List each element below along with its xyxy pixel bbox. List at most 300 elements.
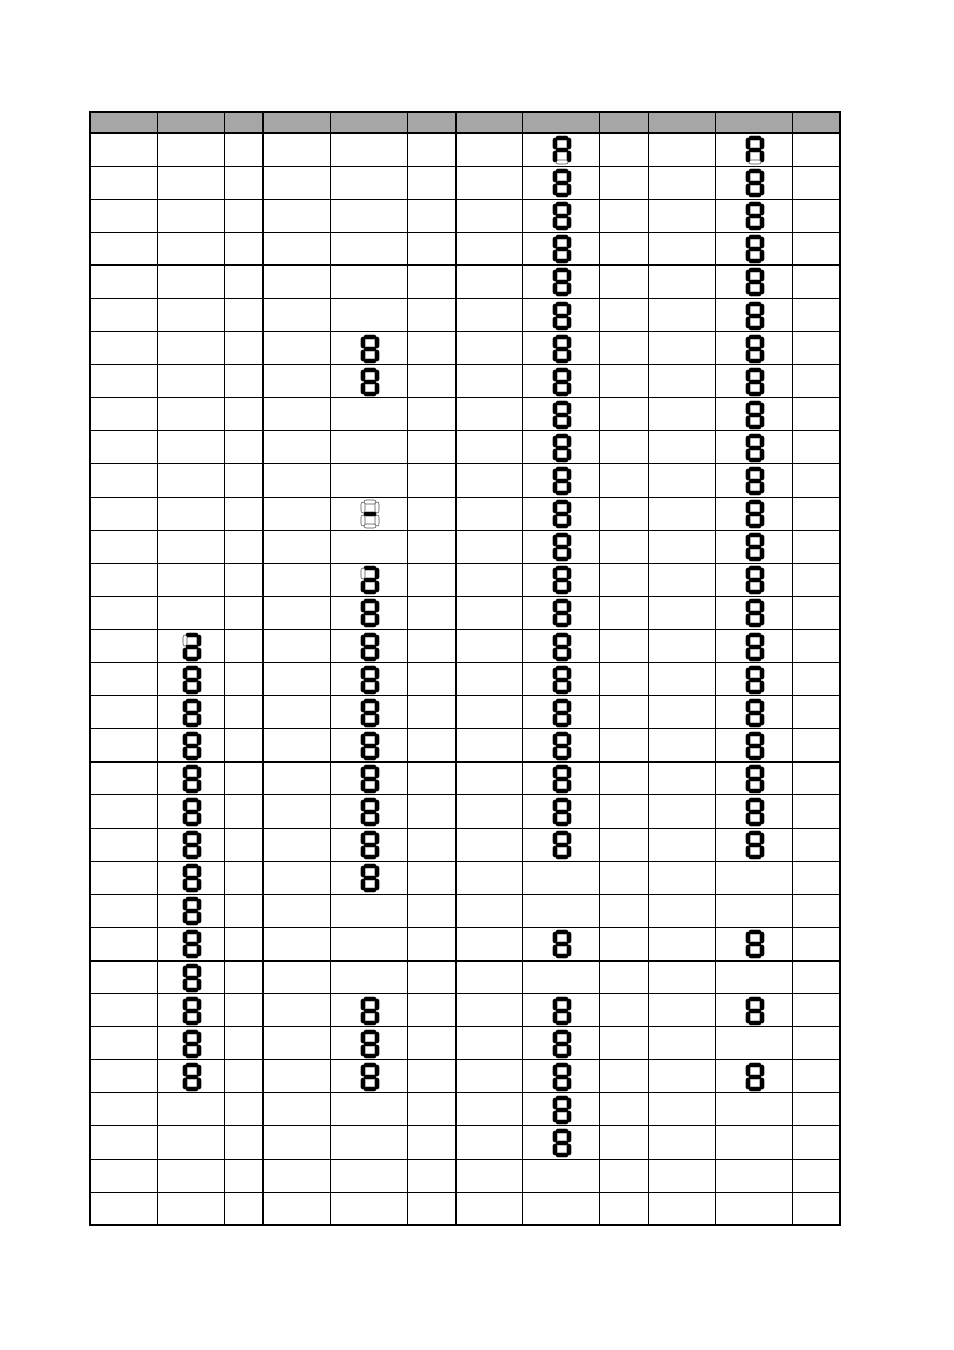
seven-segment-digit bbox=[182, 963, 202, 993]
table-cell bbox=[225, 961, 263, 995]
header-cell bbox=[456, 111, 523, 134]
table-cell bbox=[456, 696, 523, 730]
segment-f-off bbox=[183, 635, 187, 646]
segment-d-on bbox=[556, 1087, 568, 1091]
segment-f-on bbox=[361, 833, 365, 844]
segment-d-on bbox=[749, 392, 761, 396]
table-cell bbox=[408, 1027, 456, 1061]
segment-f-on bbox=[183, 767, 187, 778]
table-cell bbox=[408, 530, 456, 564]
table-cell bbox=[225, 398, 263, 432]
segment-b-on bbox=[760, 833, 764, 844]
table-cell bbox=[456, 927, 523, 961]
seven-segment-digit bbox=[552, 764, 572, 794]
segment-g-on bbox=[364, 645, 376, 649]
table-cell bbox=[649, 630, 716, 664]
segment-a-on bbox=[186, 831, 198, 835]
table-cell bbox=[158, 1060, 225, 1094]
table-cell bbox=[716, 762, 793, 796]
table-cell bbox=[408, 1126, 456, 1160]
table-cell bbox=[600, 1192, 649, 1226]
table-cell bbox=[600, 398, 649, 432]
segment-g-on bbox=[186, 1042, 198, 1046]
table-cell bbox=[649, 332, 716, 366]
segment-a-on bbox=[364, 1063, 376, 1067]
segment-a-on bbox=[364, 1030, 376, 1034]
seven-segment-digit bbox=[552, 996, 572, 1026]
segment-e-on bbox=[746, 217, 750, 228]
table-cell bbox=[225, 894, 263, 928]
table-cell bbox=[716, 563, 793, 597]
segment-a-on bbox=[749, 566, 761, 570]
table-cell bbox=[263, 265, 331, 299]
table-cell bbox=[331, 663, 408, 697]
segment-b-on bbox=[760, 767, 764, 778]
table-cell bbox=[649, 398, 716, 432]
table-cell bbox=[456, 994, 523, 1028]
segment-g-on bbox=[556, 413, 568, 417]
segment-e-on bbox=[553, 449, 557, 460]
segment-b-on bbox=[567, 403, 571, 414]
table-cell bbox=[456, 497, 523, 531]
table-cell bbox=[523, 1093, 600, 1127]
table-cell bbox=[408, 1093, 456, 1127]
table-cell bbox=[716, 696, 793, 730]
table-cell bbox=[158, 1159, 225, 1193]
segment-b-on bbox=[567, 304, 571, 315]
segment-e-on bbox=[183, 648, 187, 659]
segment-g-on bbox=[186, 810, 198, 814]
segment-g-on bbox=[186, 942, 198, 946]
segment-f-on bbox=[183, 734, 187, 745]
segment-f-on bbox=[183, 866, 187, 877]
seven-segment-digit bbox=[552, 565, 572, 595]
segment-g-on bbox=[556, 247, 568, 251]
table-cell bbox=[263, 1192, 331, 1226]
segment-b-on bbox=[567, 1032, 571, 1043]
segment-g-on bbox=[186, 744, 198, 748]
segment-e-on bbox=[746, 681, 750, 692]
table-cell bbox=[600, 596, 649, 630]
table-cell bbox=[600, 795, 649, 829]
segment-d-off bbox=[749, 160, 761, 164]
table-cell bbox=[225, 1093, 263, 1127]
segment-f-on bbox=[553, 535, 557, 546]
table-cell bbox=[523, 398, 600, 432]
table-cell bbox=[158, 828, 225, 862]
table-cell bbox=[263, 365, 331, 399]
table-cell bbox=[89, 299, 158, 333]
segment-a-on bbox=[556, 666, 568, 670]
seven-segment-digit bbox=[745, 234, 765, 264]
segment-d-on bbox=[364, 789, 376, 793]
seven-segment-digit bbox=[182, 996, 202, 1026]
segment-d-on bbox=[364, 657, 376, 661]
segment-g-on bbox=[556, 645, 568, 649]
table-cell bbox=[263, 332, 331, 366]
segment-a-on bbox=[556, 1063, 568, 1067]
table-cell bbox=[225, 1159, 263, 1193]
segment-b-on bbox=[760, 668, 764, 679]
segment-b-on bbox=[760, 469, 764, 480]
segment-b-on bbox=[567, 999, 571, 1010]
segment-f-on bbox=[746, 701, 750, 712]
segment-f-on bbox=[553, 436, 557, 447]
table-cell bbox=[225, 265, 263, 299]
seven-segment-digit bbox=[182, 896, 202, 926]
seven-segment-digit bbox=[745, 433, 765, 463]
segment-g-on bbox=[556, 181, 568, 185]
segment-g-on bbox=[364, 777, 376, 781]
table-cell bbox=[225, 332, 263, 366]
table-cell bbox=[716, 1060, 793, 1094]
segment-d-on bbox=[186, 1054, 198, 1058]
table-cell bbox=[793, 332, 840, 366]
table-cell bbox=[600, 762, 649, 796]
segment-a-on bbox=[749, 500, 761, 504]
table-cell bbox=[600, 663, 649, 697]
segment-d-on bbox=[749, 458, 761, 462]
segment-b-on bbox=[567, 1065, 571, 1076]
segment-f-on bbox=[361, 734, 365, 745]
segment-a-on bbox=[556, 633, 568, 637]
segment-g-on bbox=[556, 810, 568, 814]
table-cell bbox=[793, 994, 840, 1028]
segment-e-on bbox=[746, 648, 750, 659]
seven-segment-digit bbox=[552, 267, 572, 297]
table-cell bbox=[523, 166, 600, 200]
header-cell bbox=[331, 111, 408, 134]
segment-d-on bbox=[364, 1087, 376, 1091]
segment-e-on bbox=[746, 317, 750, 328]
segment-a-on bbox=[749, 1063, 761, 1067]
table-cell bbox=[263, 795, 331, 829]
table-cell bbox=[408, 563, 456, 597]
segment-f-on bbox=[746, 270, 750, 281]
header-cell bbox=[158, 111, 225, 134]
table-cell bbox=[716, 199, 793, 233]
segment-a-on bbox=[186, 732, 198, 736]
segment-g-on bbox=[186, 678, 198, 682]
segment-g-on bbox=[364, 711, 376, 715]
table-cell bbox=[456, 563, 523, 597]
segment-f-on bbox=[553, 767, 557, 778]
segment-f-on bbox=[361, 635, 365, 646]
table-cell bbox=[793, 265, 840, 299]
table-cell bbox=[523, 729, 600, 763]
seven-segment-digit bbox=[360, 665, 380, 695]
segment-f-on bbox=[746, 767, 750, 778]
segment-b-on bbox=[375, 635, 379, 646]
table-cell bbox=[331, 563, 408, 597]
segment-b-on bbox=[567, 138, 571, 149]
table-cell bbox=[263, 431, 331, 465]
table-cell bbox=[158, 696, 225, 730]
table-cell bbox=[331, 365, 408, 399]
table-cell bbox=[793, 464, 840, 498]
segment-d-on bbox=[749, 557, 761, 561]
seven-segment-digit bbox=[745, 466, 765, 496]
table-cell bbox=[263, 199, 331, 233]
segment-e-on bbox=[746, 714, 750, 725]
seven-segment-digit bbox=[552, 135, 572, 165]
table-cell bbox=[158, 795, 225, 829]
table-cell bbox=[408, 365, 456, 399]
segment-e-on bbox=[361, 1012, 365, 1023]
segment-b-on bbox=[197, 932, 201, 943]
segment-f-on bbox=[361, 866, 365, 877]
table-cell bbox=[89, 994, 158, 1028]
table-cell bbox=[89, 828, 158, 862]
table-cell bbox=[456, 265, 523, 299]
segment-f-on bbox=[361, 701, 365, 712]
seven-segment-digit bbox=[360, 499, 380, 529]
table-cell bbox=[89, 431, 158, 465]
table-cell bbox=[600, 1093, 649, 1127]
segment-b-on bbox=[567, 932, 571, 943]
table-cell bbox=[456, 1027, 523, 1061]
table-cell bbox=[263, 894, 331, 928]
segment-b-on bbox=[375, 370, 379, 381]
segment-a-on bbox=[556, 831, 568, 835]
segment-e-off bbox=[361, 515, 365, 526]
table-cell bbox=[89, 530, 158, 564]
table-cell bbox=[456, 464, 523, 498]
table-cell bbox=[649, 729, 716, 763]
segment-e-on bbox=[183, 846, 187, 857]
seven-segment-digit bbox=[552, 1128, 572, 1158]
segment-g-on bbox=[364, 1009, 376, 1013]
segment-d-on bbox=[364, 822, 376, 826]
table-cell bbox=[225, 166, 263, 200]
segment-e-on bbox=[361, 1078, 365, 1089]
segment-f-on bbox=[746, 469, 750, 480]
table-cell bbox=[716, 133, 793, 167]
segment-d-on bbox=[556, 690, 568, 694]
table-cell bbox=[600, 729, 649, 763]
segment-a-on bbox=[186, 964, 198, 968]
seven-segment-digit bbox=[182, 797, 202, 827]
table-cell bbox=[263, 299, 331, 333]
table-cell bbox=[600, 1159, 649, 1193]
segment-b-on bbox=[760, 999, 764, 1010]
seven-segment-digit bbox=[182, 665, 202, 695]
seven-segment-digit bbox=[552, 929, 572, 959]
segment-a-on bbox=[749, 732, 761, 736]
table-cell bbox=[158, 762, 225, 796]
table-cell bbox=[89, 696, 158, 730]
table-cell bbox=[331, 927, 408, 961]
segment-a-on bbox=[749, 467, 761, 471]
group-divider bbox=[262, 111, 264, 1225]
table-cell bbox=[793, 696, 840, 730]
table-cell bbox=[793, 1060, 840, 1094]
table-cell bbox=[225, 199, 263, 233]
segment-e-on bbox=[553, 614, 557, 625]
table-cell bbox=[456, 762, 523, 796]
table-cell bbox=[408, 166, 456, 200]
table-cell bbox=[456, 828, 523, 862]
table-cell bbox=[89, 365, 158, 399]
seven-segment-digit bbox=[360, 334, 380, 364]
seven-segment-digit bbox=[552, 830, 572, 860]
seven-segment-digit bbox=[360, 598, 380, 628]
segment-a-on bbox=[556, 169, 568, 173]
segment-b-on bbox=[567, 668, 571, 679]
table-cell bbox=[225, 828, 263, 862]
table-cell bbox=[793, 299, 840, 333]
segment-d-on bbox=[749, 789, 761, 793]
table-cell bbox=[408, 299, 456, 333]
segment-b-on bbox=[197, 701, 201, 712]
seven-segment-digit bbox=[360, 830, 380, 860]
segment-e-on bbox=[183, 1045, 187, 1056]
segment-b-off bbox=[375, 502, 379, 513]
table-cell bbox=[225, 431, 263, 465]
table-cell bbox=[456, 596, 523, 630]
table-cell bbox=[408, 464, 456, 498]
table-cell bbox=[649, 265, 716, 299]
segment-g-on bbox=[556, 1009, 568, 1013]
seven-segment-digit bbox=[745, 598, 765, 628]
segment-a-on bbox=[556, 798, 568, 802]
segment-d-on bbox=[556, 789, 568, 793]
table-cell bbox=[263, 861, 331, 895]
segment-a-on bbox=[749, 368, 761, 372]
segment-e-on bbox=[553, 714, 557, 725]
table-cell bbox=[523, 299, 600, 333]
segment-a-on bbox=[556, 500, 568, 504]
segment-g-on bbox=[186, 976, 198, 980]
table-cell bbox=[408, 332, 456, 366]
segment-g-on bbox=[749, 645, 761, 649]
segment-a-on bbox=[749, 335, 761, 339]
table-cell bbox=[263, 398, 331, 432]
table-cell bbox=[89, 1192, 158, 1226]
segment-e-on bbox=[183, 681, 187, 692]
table-cell bbox=[408, 1159, 456, 1193]
table-cell bbox=[158, 1126, 225, 1160]
table-cell bbox=[600, 332, 649, 366]
table-cell bbox=[225, 497, 263, 531]
segment-e-on bbox=[746, 581, 750, 592]
segment-f-on bbox=[746, 337, 750, 348]
segment-g-on bbox=[556, 380, 568, 384]
segment-e-on bbox=[361, 350, 365, 361]
table-cell bbox=[263, 663, 331, 697]
seven-segment-digit bbox=[745, 301, 765, 331]
table-cell bbox=[649, 232, 716, 266]
segment-a-on bbox=[186, 1063, 198, 1067]
table-cell bbox=[225, 232, 263, 266]
segment-g-on bbox=[749, 678, 761, 682]
table-cell bbox=[89, 563, 158, 597]
segment-e-on bbox=[553, 217, 557, 228]
table-cell bbox=[456, 232, 523, 266]
segment-e-on bbox=[553, 681, 557, 692]
segment-d-on bbox=[749, 524, 761, 528]
table-cell bbox=[158, 663, 225, 697]
table-cell bbox=[263, 828, 331, 862]
segment-f-on bbox=[746, 932, 750, 943]
table-cell bbox=[263, 563, 331, 597]
table-cell bbox=[408, 994, 456, 1028]
segment-d-on bbox=[364, 723, 376, 727]
table-cell bbox=[649, 530, 716, 564]
table-cell bbox=[331, 166, 408, 200]
segment-b-on bbox=[760, 171, 764, 182]
segment-e-on bbox=[553, 648, 557, 659]
table-cell bbox=[89, 1027, 158, 1061]
table-cell bbox=[600, 1126, 649, 1160]
table-cell bbox=[263, 994, 331, 1028]
segment-f-on bbox=[553, 370, 557, 381]
table-cell bbox=[225, 1060, 263, 1094]
table-cell bbox=[331, 398, 408, 432]
segment-e-on bbox=[746, 250, 750, 261]
seven-segment-digit bbox=[745, 532, 765, 562]
seven-segment-digit bbox=[745, 929, 765, 959]
table-cell bbox=[716, 530, 793, 564]
segment-a-on bbox=[556, 1030, 568, 1034]
table-cell bbox=[649, 927, 716, 961]
segment-f-on bbox=[361, 337, 365, 348]
segment-a-on bbox=[556, 930, 568, 934]
segment-f-on bbox=[553, 270, 557, 281]
segment-g-on bbox=[556, 479, 568, 483]
table-cell bbox=[600, 530, 649, 564]
segment-e-on bbox=[746, 1078, 750, 1089]
segment-g-on bbox=[364, 578, 376, 582]
table-cell bbox=[716, 1027, 793, 1061]
seven-segment-digit bbox=[552, 234, 572, 264]
table-cell bbox=[158, 299, 225, 333]
segment-d-on bbox=[364, 690, 376, 694]
table-cell bbox=[225, 762, 263, 796]
segment-d-on bbox=[186, 954, 198, 958]
table-cell bbox=[158, 894, 225, 928]
segment-d-on bbox=[556, 756, 568, 760]
seven-segment-digit bbox=[182, 632, 202, 662]
segment-e-on bbox=[746, 151, 750, 162]
table-cell bbox=[331, 1027, 408, 1061]
segment-d-on bbox=[364, 359, 376, 363]
segment-d-on bbox=[749, 657, 761, 661]
segment-a-on bbox=[749, 136, 761, 140]
segment-b-on bbox=[375, 800, 379, 811]
table-cell bbox=[225, 927, 263, 961]
table-cell bbox=[649, 1126, 716, 1160]
table-cell bbox=[89, 1093, 158, 1127]
table-cell bbox=[89, 630, 158, 664]
table-cell bbox=[89, 232, 158, 266]
table-cell bbox=[716, 630, 793, 664]
segment-g-on bbox=[749, 512, 761, 516]
table-cell bbox=[649, 762, 716, 796]
segment-b-on bbox=[567, 767, 571, 778]
segment-e-on bbox=[183, 714, 187, 725]
table-cell bbox=[716, 365, 793, 399]
segment-g-on bbox=[749, 314, 761, 318]
table-cell bbox=[225, 1192, 263, 1226]
segment-e-on bbox=[553, 283, 557, 294]
segment-a-on bbox=[556, 1129, 568, 1133]
segment-a-on bbox=[186, 1030, 198, 1034]
segment-a-on bbox=[556, 765, 568, 769]
table-cell bbox=[793, 431, 840, 465]
table-cell bbox=[89, 927, 158, 961]
table-cell bbox=[408, 133, 456, 167]
